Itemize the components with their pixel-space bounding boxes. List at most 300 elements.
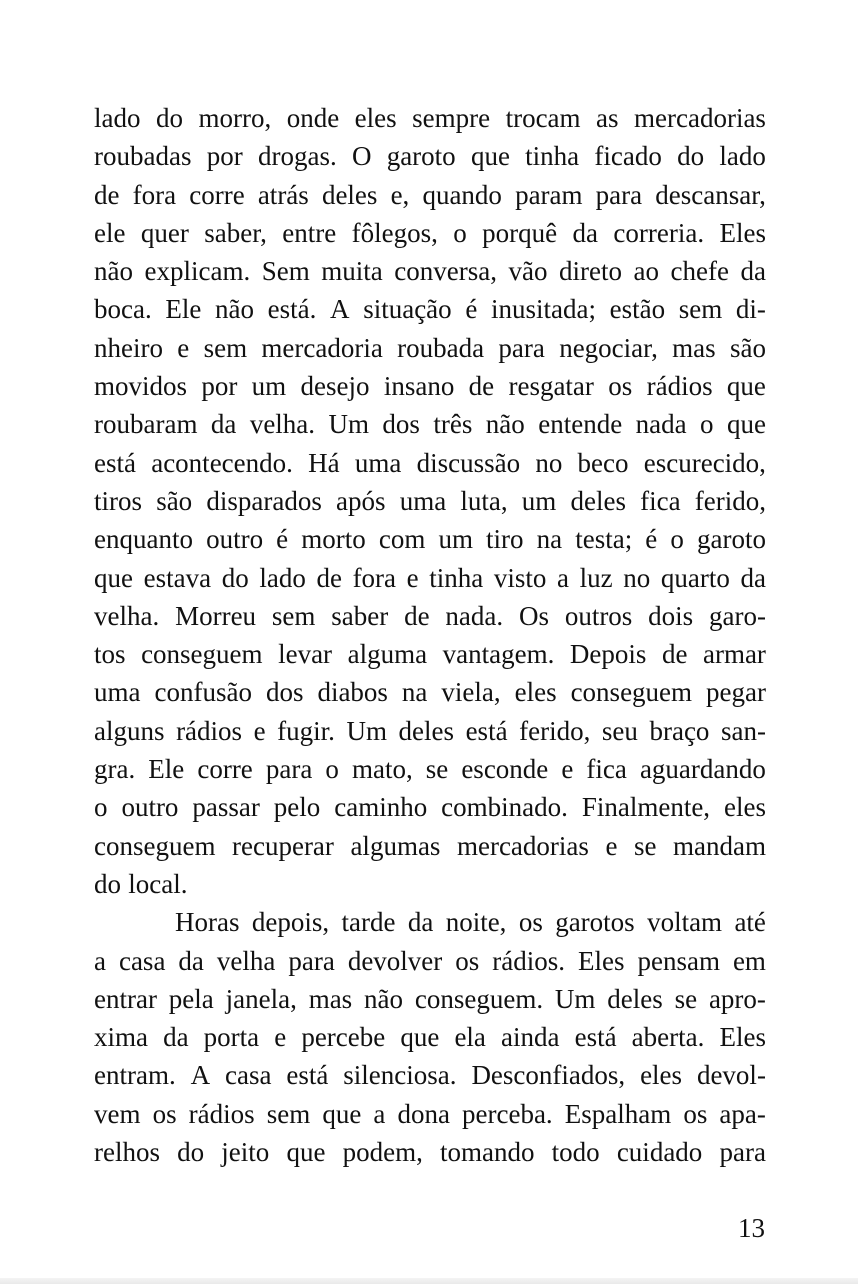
word: sem [678, 294, 723, 325]
word: velha. [249, 409, 316, 440]
word: se [674, 983, 698, 1014]
word: alguns [94, 715, 165, 746]
word: fôlegos, [351, 217, 438, 248]
word: do [677, 141, 705, 172]
word: conseguem [570, 677, 693, 708]
word: nada [635, 409, 687, 440]
word: mandam [672, 830, 766, 861]
text-line [94, 1018, 766, 1056]
word: na [536, 524, 563, 555]
word: tinha [429, 562, 484, 593]
word: braço [649, 715, 710, 746]
text-line [94, 865, 766, 903]
word: da [407, 907, 434, 938]
word: aberta. [631, 1022, 705, 1053]
word: da [740, 562, 766, 593]
word: tiros [94, 485, 143, 516]
word: é [645, 524, 658, 555]
word: tos [94, 639, 126, 670]
word: podem, [342, 1137, 423, 1168]
word: O [351, 141, 372, 172]
word: quer [140, 217, 189, 248]
word: é [465, 294, 478, 325]
word: o [94, 792, 108, 823]
word: outros [564, 600, 633, 631]
word: não [485, 409, 525, 440]
word: Um [554, 983, 596, 1014]
word: garo- [709, 600, 766, 631]
word: caminho [334, 792, 428, 823]
text-line [94, 252, 766, 290]
word: roubada [397, 332, 485, 363]
word: rádios [646, 371, 713, 402]
word: Morreu [175, 600, 257, 631]
word: desejo [300, 371, 370, 402]
word: se [633, 830, 657, 861]
word: apa- [719, 1098, 766, 1129]
word: um [521, 485, 557, 516]
word: todo [551, 1137, 600, 1168]
word: tiro [486, 524, 524, 555]
word: fora [132, 179, 177, 210]
word: dos [265, 677, 304, 708]
word: do [94, 868, 121, 899]
word: diabos [317, 677, 388, 708]
word: estão [609, 294, 666, 325]
word: entrar [94, 983, 157, 1014]
word: em [732, 945, 766, 976]
word: da [210, 409, 237, 440]
word: mas [308, 983, 353, 1014]
word: nada. [445, 600, 504, 631]
word: silenciosa. [343, 1060, 457, 1091]
word: casa [225, 1060, 272, 1091]
word: Um [346, 715, 387, 746]
word: não [94, 256, 133, 287]
word: rádios [176, 715, 243, 746]
word: do [177, 1137, 205, 1168]
word: de [404, 600, 430, 631]
word: cuidado [616, 1137, 703, 1168]
word: uma [94, 677, 141, 708]
word: movidos [94, 371, 188, 402]
word: levar [278, 639, 333, 670]
word: vantagem. [442, 639, 555, 670]
word: que [94, 562, 133, 593]
word: roubaram [94, 409, 198, 440]
word: o [670, 524, 684, 555]
word: Ele [165, 294, 202, 325]
word: com [378, 524, 426, 555]
word: param [515, 179, 583, 210]
word: e, [390, 179, 410, 210]
word: esconde [461, 754, 549, 785]
word: por [206, 141, 243, 172]
word: mercadorias [634, 103, 766, 133]
word: di- [735, 294, 766, 325]
word: Depois [569, 639, 647, 670]
word: a [94, 945, 106, 976]
word: devolver [347, 945, 443, 976]
word: viela, [441, 677, 501, 708]
word: três [433, 409, 473, 440]
word: na [401, 677, 428, 708]
word: dois [648, 600, 694, 631]
word: ele [94, 217, 126, 248]
word: fica [640, 485, 681, 516]
word: morro, [198, 103, 272, 133]
word: para [595, 179, 643, 210]
word: que [400, 1022, 440, 1053]
word: deles [321, 179, 378, 210]
word: confusão [154, 677, 252, 708]
word: Eles [577, 945, 625, 976]
word: noite, [445, 907, 507, 938]
word: ao [633, 256, 659, 287]
word: da [572, 217, 599, 248]
word: o [325, 754, 339, 785]
text-line [94, 712, 766, 750]
text-line [94, 367, 766, 405]
word: da [163, 1022, 189, 1053]
word: Espalham [564, 1098, 672, 1129]
word: que [322, 1098, 362, 1129]
word: tarde [341, 907, 396, 938]
word: o [700, 409, 714, 440]
word: que [726, 371, 766, 402]
word: descansar, [655, 179, 766, 210]
word: negociar, [559, 332, 658, 363]
word: Sem [261, 256, 310, 287]
word: deles [570, 485, 626, 516]
text-line [94, 137, 766, 175]
word: que [726, 409, 766, 440]
word: dos [382, 409, 420, 440]
word: alguma [347, 639, 428, 670]
word: quarto [660, 562, 730, 593]
word: conseguem [94, 830, 216, 861]
word: está. [267, 294, 317, 325]
word: lado [719, 141, 766, 172]
word: insano [383, 371, 455, 402]
word: testa; [575, 524, 633, 555]
word: drogas. [257, 141, 337, 172]
word: direto [559, 256, 622, 287]
text-line [94, 482, 766, 520]
word: depois, [251, 907, 330, 938]
word: entram. [94, 1060, 176, 1091]
text-line [94, 329, 766, 367]
word: ficado [594, 141, 662, 172]
word: A [330, 294, 350, 325]
text-line [94, 788, 766, 826]
word: tinha [525, 141, 580, 172]
word: luta, [460, 485, 508, 516]
text-line [94, 214, 766, 252]
word: morto [301, 524, 366, 555]
text-line [94, 176, 766, 214]
text-line [94, 559, 766, 597]
word: lado [94, 103, 141, 133]
text-line [94, 99, 766, 137]
word: janela, [225, 983, 297, 1014]
word: apro- [708, 983, 766, 1014]
word: acontecendo. [151, 447, 293, 478]
word: combinado. [441, 792, 568, 823]
word: para [288, 945, 335, 976]
word: até [734, 907, 766, 938]
text-line [94, 520, 766, 558]
word: está [94, 447, 136, 478]
word: após [336, 485, 386, 516]
word: de [94, 179, 120, 210]
word: garotos [555, 907, 635, 938]
word: sem [266, 1098, 311, 1129]
word: e [253, 715, 266, 746]
word: corre [189, 179, 245, 210]
word: a [557, 562, 570, 593]
word: e [406, 562, 419, 593]
word: discussão [416, 447, 521, 478]
word: Há [308, 447, 340, 478]
word: jeito [221, 1137, 270, 1168]
word: xima [94, 1022, 148, 1053]
word: algumas [350, 830, 441, 861]
word: que [470, 141, 510, 172]
word: uma [399, 485, 447, 516]
page-bottom-edge [0, 1278, 858, 1284]
word: corre [197, 754, 253, 785]
word: entende [538, 409, 623, 440]
word: inusitada; [490, 294, 596, 325]
text-line [94, 903, 766, 941]
word: entre [282, 217, 337, 248]
body-text [94, 99, 766, 1171]
word: local. [128, 868, 188, 899]
word: que [286, 1137, 326, 1168]
word: se [425, 754, 449, 785]
word: passar [192, 792, 260, 823]
word: fugir. [277, 715, 335, 746]
word: lado [259, 562, 306, 593]
text-line [94, 635, 766, 673]
word: os [518, 907, 543, 938]
word: perceba. [462, 1098, 553, 1129]
word: os [455, 945, 480, 976]
text-line [94, 980, 766, 1018]
word: conseguem [141, 639, 263, 670]
word: outro [206, 524, 264, 555]
word: uma [354, 447, 402, 478]
word: Ele [148, 754, 185, 785]
word: e [561, 754, 574, 785]
word: sempre [412, 103, 491, 133]
word: da [178, 945, 204, 976]
word: gra. [94, 754, 136, 785]
word: tomando [440, 1137, 535, 1168]
word: trocam [505, 103, 581, 133]
word: boca. [94, 294, 152, 325]
word: pelo [273, 792, 321, 823]
word: ferido, [519, 715, 591, 746]
word: um [251, 371, 287, 402]
word: de [316, 562, 342, 593]
word: armar [702, 639, 766, 670]
word: visto [493, 562, 547, 593]
text-line [94, 942, 766, 980]
word: correria. [613, 217, 705, 248]
word: de [468, 371, 495, 402]
word: ferido, [694, 485, 766, 516]
text-line [94, 673, 766, 711]
word: estava [143, 562, 212, 593]
word: rádios. [492, 945, 565, 976]
word: seu [601, 715, 638, 746]
word: roubadas [94, 141, 192, 172]
word: ela [454, 1022, 486, 1053]
word: muita [321, 256, 383, 287]
word: a [373, 1098, 386, 1129]
word: outro [121, 792, 179, 823]
text-line [94, 750, 766, 788]
word: para [265, 754, 313, 785]
word: porquê [482, 217, 558, 248]
word: está [465, 715, 508, 746]
word: o [453, 217, 467, 248]
word: resgatar [508, 371, 594, 402]
word: do [155, 103, 183, 133]
word: conseguem. [414, 983, 544, 1014]
word: e [605, 830, 618, 861]
word: no [623, 562, 651, 593]
word: de [661, 639, 688, 670]
word: por [201, 371, 238, 402]
word: deles [607, 983, 663, 1014]
word: beco [577, 447, 629, 478]
word: os [683, 1098, 708, 1129]
word: chefe [670, 256, 729, 287]
word: está [286, 1060, 329, 1091]
word: porta [203, 1022, 260, 1053]
word: um [438, 524, 473, 555]
word: voltam [647, 907, 723, 938]
word: aguardando [639, 754, 766, 785]
text-line [94, 1056, 766, 1094]
word: pensam [637, 945, 720, 976]
word: enquanto [94, 524, 193, 555]
word: velha. [94, 600, 160, 631]
word: da [740, 256, 766, 287]
word: explicam. [144, 256, 251, 287]
word: nheiro [94, 332, 163, 363]
word: está [574, 1022, 617, 1053]
word: recuperar [232, 830, 334, 861]
word: atrás [257, 179, 309, 210]
word: Eles [719, 217, 766, 248]
word: A [190, 1060, 211, 1091]
word: deles [398, 715, 455, 746]
word: relhos [94, 1137, 160, 1168]
word: percebe [301, 1022, 386, 1053]
word: são [729, 332, 766, 363]
word: é [276, 524, 289, 555]
word: pegar [706, 677, 766, 708]
word: e [274, 1022, 287, 1053]
word: luz [579, 562, 613, 593]
word: situação [363, 294, 452, 325]
word: Um [328, 409, 369, 440]
word: velha [216, 945, 276, 976]
word: fora [352, 562, 397, 593]
word: pela [168, 983, 214, 1014]
word: garoto [696, 524, 766, 555]
word: conversa, [394, 256, 497, 287]
word: eles [514, 677, 557, 708]
word: Desconfiados, [471, 1060, 626, 1091]
word: mato, [351, 754, 413, 785]
text-line [94, 827, 766, 865]
word: sem [203, 332, 248, 363]
text-line [94, 405, 766, 443]
word: casa [118, 945, 166, 976]
word: do [221, 562, 249, 593]
word: dona [397, 1098, 450, 1129]
word: Horas [175, 907, 240, 938]
word: eles [640, 1060, 683, 1091]
word: disparados [206, 485, 322, 516]
word: não [215, 294, 254, 325]
word: mercadorias [456, 830, 589, 861]
word: e [177, 332, 190, 363]
word: onde [286, 103, 340, 133]
word: Os [518, 600, 549, 631]
word: para [719, 1137, 766, 1168]
word: mercadoria [261, 332, 383, 363]
word: no [535, 447, 563, 478]
word: os [152, 1098, 177, 1129]
word: saber [331, 600, 389, 631]
word: fica [586, 754, 627, 785]
word: eles [354, 103, 397, 133]
word: saber, [204, 217, 267, 248]
word: as [596, 103, 619, 133]
word: ainda [501, 1022, 560, 1053]
text-line [94, 444, 766, 482]
page-number: 13 [738, 1213, 765, 1243]
word: garoto [386, 141, 456, 172]
word: para [498, 332, 545, 363]
text-line [94, 597, 766, 635]
word: rádios [188, 1098, 255, 1129]
text-line [94, 290, 766, 328]
word: sem [271, 600, 316, 631]
word: vão [508, 256, 548, 287]
text-line [94, 1095, 766, 1133]
word: mas [672, 332, 716, 363]
text-line [94, 1133, 766, 1171]
word: vem [94, 1098, 141, 1129]
word: quando [422, 179, 502, 210]
word: Finalmente, [581, 792, 711, 823]
word: escurecido, [643, 447, 766, 478]
word: não [364, 983, 404, 1014]
word: san- [721, 715, 766, 746]
word: são [156, 485, 193, 516]
word: eles [724, 792, 766, 823]
word: os [608, 371, 633, 402]
word: devol- [696, 1060, 766, 1091]
word: Eles [719, 1022, 766, 1053]
